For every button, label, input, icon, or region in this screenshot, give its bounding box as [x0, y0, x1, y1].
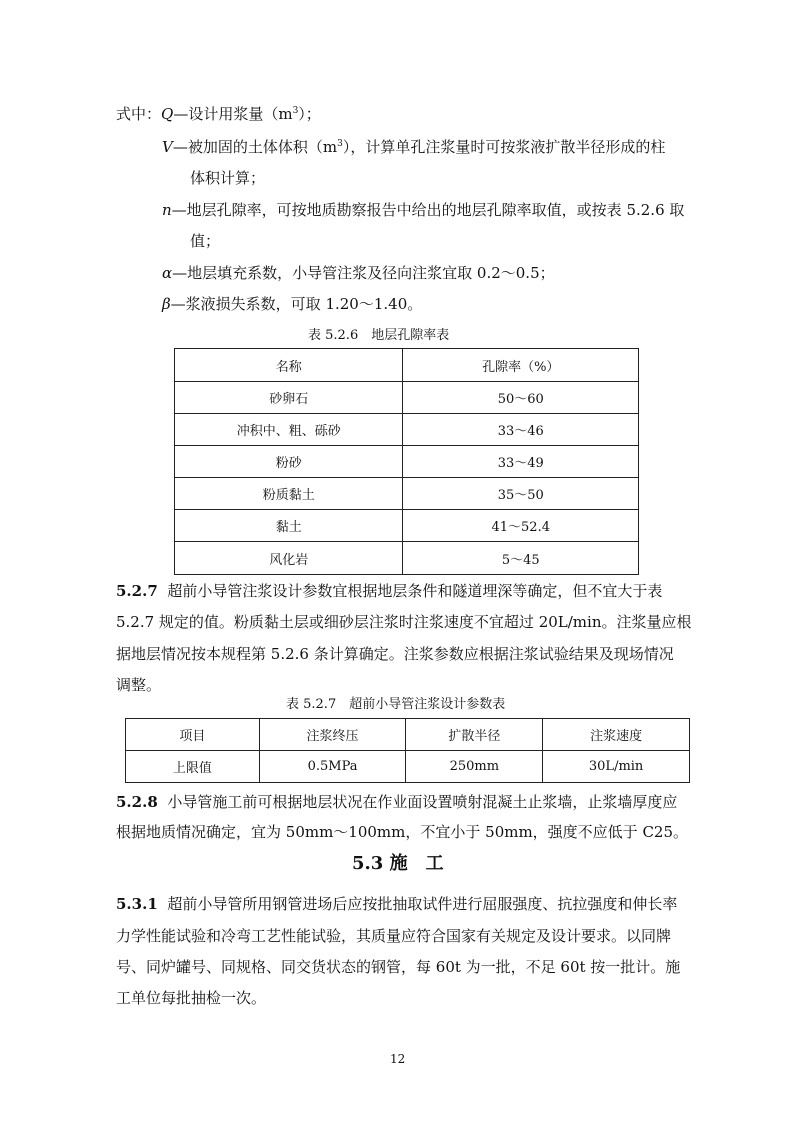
table-row [175, 446, 639, 478]
clause-number: 5.3.1 [116, 895, 158, 913]
table-527-caption: 表 5.2.7 超前小导管注浆设计参数表 [286, 697, 506, 712]
table-row [175, 414, 639, 446]
formula-note-v-cont: 体积计算； [190, 169, 266, 187]
clause-531-line1: 5.3.1 超前小导管所用钢管进场后应按批抽取试件进行屈服强度、抗拉强度和伸长率 [116, 895, 678, 913]
table-cell: 粉砂 [175, 446, 403, 478]
clause-531-line2: 力学性能试验和冷弯工艺性能试验，其质量应符合国家有关规定及设计要求。以同牌 [116, 927, 672, 945]
column-header-name: 名称 [175, 349, 403, 382]
column-header-item: 项目 [126, 719, 260, 751]
table-cell: 0.5MPa [259, 751, 406, 783]
column-header-grouting-speed: 注浆速度 [543, 719, 690, 751]
table-cell: 黏土 [175, 510, 403, 542]
table-cell: 冲积中、粗、砾砂 [175, 414, 403, 446]
column-header-porosity: 孔隙率（%） [403, 349, 639, 382]
formula-note-n: n—地层孔隙率，可按地质勘察报告中给出的地层孔隙率取值，或按表 5.2.6 取 [162, 201, 685, 219]
formula-note-q: 式中：Q—设计用浆量$(m^3)$； [116, 105, 321, 123]
table-row [126, 751, 690, 783]
table-cell: 50～60 [403, 382, 639, 414]
clause-527-line1: 5.2.7 超前小导管注浆设计参数宜根据地层条件和隧道埋深等确定，但不宜大于表 [116, 582, 663, 600]
table-cell: 41～52.4 [403, 510, 639, 542]
variable-v: V [162, 138, 173, 156]
formula-note-v: V—被加固的土体体积$(m^3)$，计算单孔注浆量时可按浆液扩散半径形成的柱 [162, 138, 666, 156]
formula-note-alpha: α—地层填充系数，小导管注浆及径向注浆宜取 0.2～0.5； [162, 264, 555, 282]
table-cell: 风化岩 [175, 542, 403, 575]
table-header-row [126, 719, 690, 751]
clause-527-line3: 据地层情况按本规程第 5.2.6 条计算确定。注浆参数应根据注浆试验结果及现场情况 [116, 645, 674, 663]
formula-note-n-cont: 值； [190, 232, 221, 250]
clause-528-line1: 5.2.8 小导管施工前可根据地层状况在作业面设置喷射混凝土止浆墙，止浆墙厚度应 [116, 793, 678, 811]
section-heading: 5.3 施 工 [352, 853, 444, 874]
table-cell: 上限值 [126, 751, 260, 783]
table-row [175, 382, 639, 414]
table-cell: 33～49 [403, 446, 639, 478]
page-number: 12 [390, 1052, 406, 1066]
porosity-table [174, 348, 639, 575]
table-cell: 33～46 [403, 414, 639, 446]
variable-n: n [162, 201, 172, 219]
column-header-diffusion-radius: 扩散半径 [406, 719, 543, 751]
table-cell: 30L/min [543, 751, 690, 783]
table-cell: 粉质黏土 [175, 478, 403, 510]
table-row [175, 478, 639, 510]
table-cell: 35～50 [403, 478, 639, 510]
clause-527-line4: 调整。 [116, 676, 162, 694]
clause-527-line2: 5.2.7 规定的值。粉质黏土层或细砂层注浆时注浆速度不宜超过 20L/min。注浆量应根 [116, 613, 692, 631]
table-row [175, 510, 639, 542]
table-cell: 砂卵石 [175, 382, 403, 414]
formula-note-beta: β—浆液损失系数，可取 1.20～1.40。 [162, 295, 423, 313]
clause-number: 5.2.7 [116, 582, 158, 600]
clause-531-line3: 号、同炉罐号、同规格、同交货状态的钢管，每 60t 为一批，不足 60t 按一批计。施 [116, 958, 681, 976]
variable-beta: β [162, 295, 171, 313]
clause-number: 5.2.8 [116, 793, 158, 811]
clause-531-line4: 工单位每批抽检一次。 [116, 989, 267, 1007]
table-526-caption: 表 5.2.6 地层孔隙率表 [308, 328, 450, 343]
table-cell: 5～45 [403, 542, 639, 575]
grouting-parameter-table [125, 718, 690, 783]
variable-q: Q [161, 105, 174, 123]
table-cell: 250mm [406, 751, 543, 783]
variable-alpha: α [162, 264, 173, 282]
table-header-row [175, 349, 639, 382]
table-row [175, 542, 639, 575]
clause-528-line2: 根据地质情况确定，宜为 50mm～100mm，不宜小于 50mm，强度不应低于 C25。 [116, 823, 689, 841]
column-header-final-pressure: 注浆终压 [259, 719, 406, 751]
